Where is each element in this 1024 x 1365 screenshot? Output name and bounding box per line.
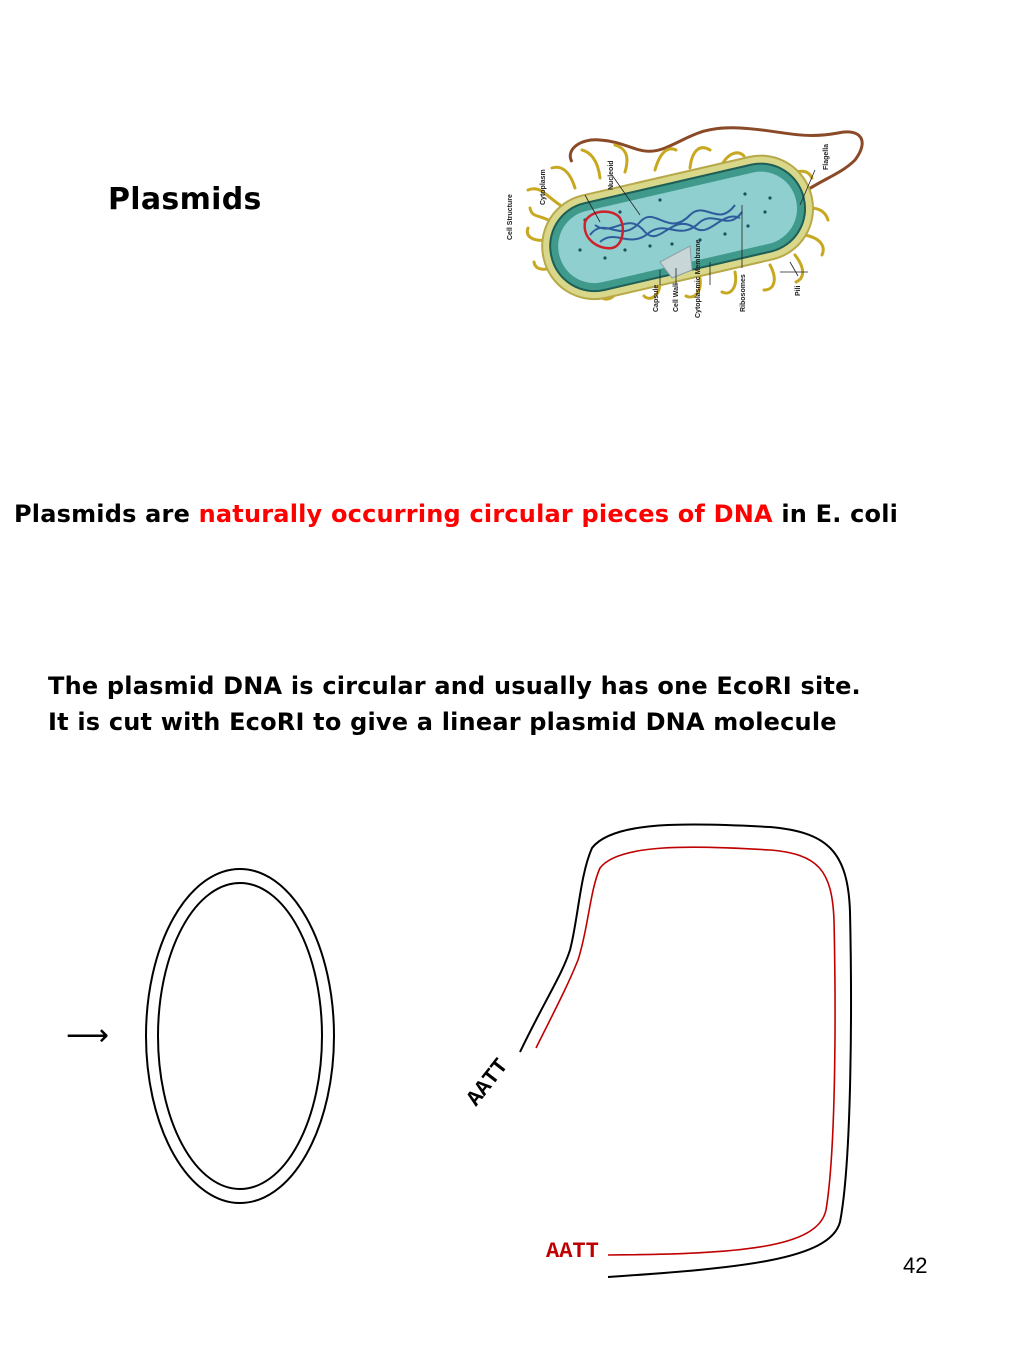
- definition-highlight: naturally occurring circular pieces of DNA: [198, 500, 773, 528]
- paragraph-line-1: The plasmid DNA is circular and usually has one EcoRI site.: [48, 672, 861, 700]
- label-pili: Pili: [795, 285, 802, 296]
- linear-plasmid-black-strand: [520, 824, 851, 1277]
- circular-plasmid: [146, 869, 334, 1203]
- label-nucleoid: Nucleoid: [608, 160, 615, 190]
- slide-title: Plasmids: [108, 182, 262, 217]
- label-cell-structure: Cell Structure: [507, 194, 514, 240]
- linear-plasmid-red-strand: [536, 847, 835, 1255]
- arrow-icon: ⟶: [66, 1018, 110, 1053]
- definition-suffix: in E. coli: [772, 500, 899, 528]
- paragraph-line-2: It is cut with EcoRI to give a linear plasmid DNA molecule: [48, 708, 837, 736]
- label-flagella: Flagella: [823, 143, 830, 170]
- sticky-end-label-upper: AATT: [461, 1054, 515, 1112]
- linear-plasmid: [462, 824, 851, 1277]
- label-cytoplasmic-membrane: Cytoplasmic Membrane: [695, 239, 702, 318]
- label-ribosomes: Ribosomes: [740, 274, 747, 312]
- label-cell-wall: Cell Wall: [673, 283, 680, 312]
- circular-plasmid-inner-strand: [158, 883, 322, 1189]
- sticky-end-label-lower: AATT: [546, 1239, 599, 1264]
- circular-plasmid-outer-strand: [146, 869, 334, 1203]
- label-capsule: Capsule: [653, 284, 660, 312]
- bacterium-illustration: [507, 128, 862, 318]
- definition-prefix: Plasmids are: [14, 500, 199, 528]
- page-number: 42: [903, 1253, 928, 1278]
- label-cytoplasm: Cytoplasm: [540, 169, 547, 205]
